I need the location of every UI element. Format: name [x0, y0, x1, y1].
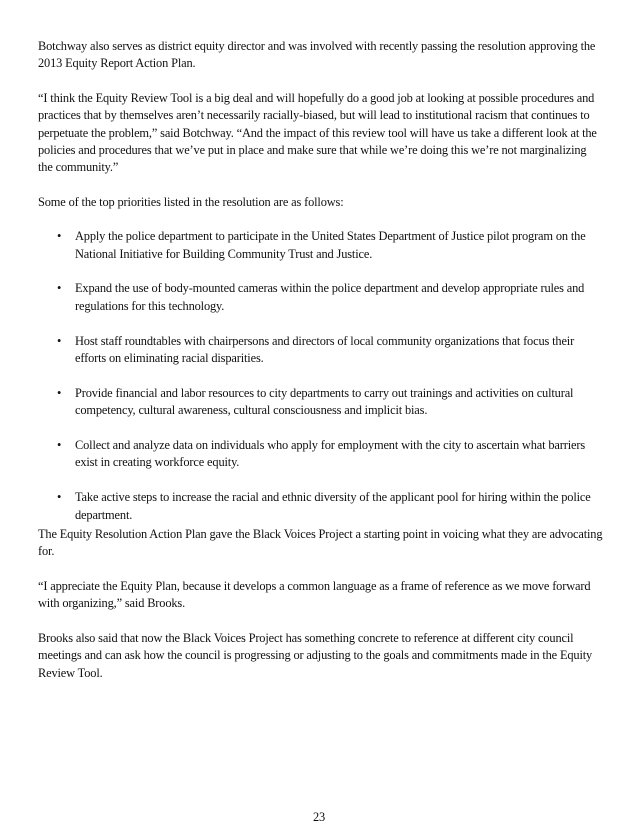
paragraph-quote-brooks: “I appreciate the Equity Plan, because it develops a common language as a frame of reference as we move forward with organizing,” said Brooks. [38, 578, 591, 611]
paragraph-intro: Botchway also serves as district equity director and was involved with recently passing the resolution approving the 2013 Equity Report Action Plan. [38, 39, 596, 71]
paragraph-quote-botchway: “I think the Equity Review Tool is a big deal and will hopefully do a good job at looking at possible procedures and practices that by themselves aren’t necessarily racially-biased, but will lead to institutional racism that continues to perpetuate the problem,” said Botchway. “And the impact of this review tool will have us take a different look at the policies and procedures that we’ve put in place and make sure that while we’re doing this we’re not marginalizing the community.” [38, 90, 597, 175]
bullet-icon: • [57, 333, 62, 348]
paragraph-closing: Brooks also said that now the Black Voices Project has something concrete to reference at different city council meetings and can ask how the council is progressing or adjusting to the goals and commitments made in the Equity Review Tool. [38, 630, 593, 680]
bullet-icon: • [57, 281, 62, 296]
document-body [38, 38, 604, 699]
priority-item [38, 437, 604, 472]
priority-text: Apply the police department to participate in the United States Department of Justice pilot program on the National Initiative for Building Community Trust and Justice. [75, 229, 586, 261]
priority-item [38, 489, 604, 524]
bullet-icon: • [57, 229, 62, 244]
priorities-list [38, 228, 604, 524]
page-number: 23 [312, 810, 326, 824]
bullet-icon: • [57, 385, 62, 400]
priority-text: Collect and analyze data on individuals who apply for employment with the city to ascertain what barriers exist in creating workforce equity. [75, 438, 586, 470]
priority-item [38, 228, 604, 263]
paragraph-action-plan: The Equity Resolution Action Plan gave the Black Voices Project a starting point in voicing what they are advocating for. [38, 527, 603, 559]
priority-text: Take active steps to increase the racial and ethnic diversity of the applicant pool for hiring within the police department. [75, 490, 591, 522]
priority-text: Provide financial and labor resources to city departments to carry out trainings and activities on cultural competency, cultural awareness, cultural consciousness and implicit bias. [75, 385, 574, 418]
priority-text: Expand the use of body-mounted cameras within the police department and develop appropriate rules and regulations for this technology. [75, 281, 585, 313]
priority-text: Host staff roundtables with chairpersons and directors of local community organizations that focus their efforts on eliminating racial disparities. [75, 333, 575, 366]
bullet-icon: • [57, 490, 62, 505]
priority-item [38, 280, 604, 315]
paragraph-priorities-lead: Some of the top priorities listed in the resolution are as follows: [38, 194, 344, 209]
priority-item [38, 385, 604, 420]
bullet-icon: • [57, 438, 62, 453]
priority-item [38, 333, 604, 368]
